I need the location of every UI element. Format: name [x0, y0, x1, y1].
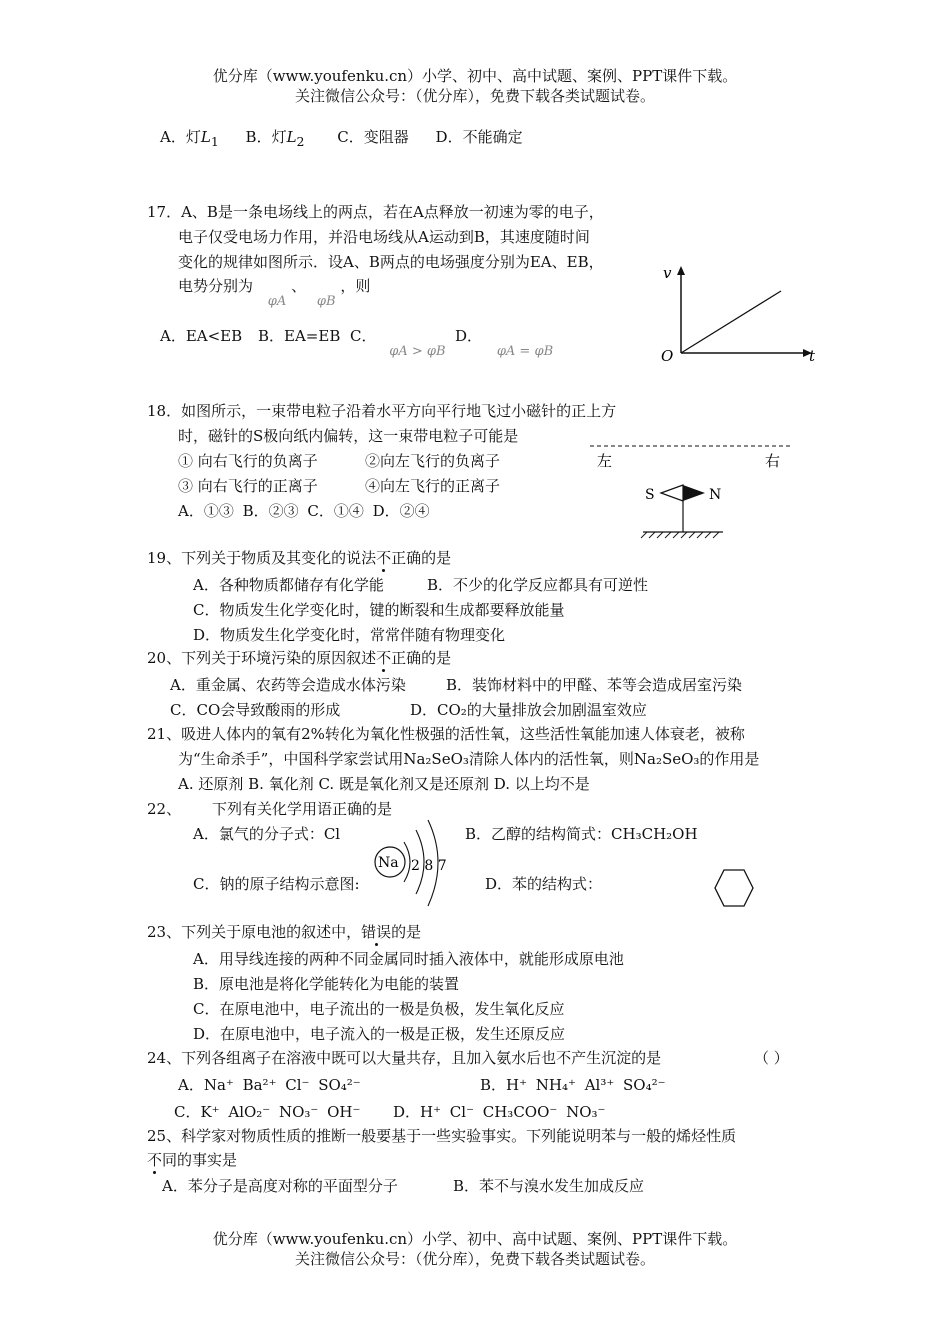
q17-option-c-expr: φA > φB — [389, 344, 446, 359]
needle-s-half — [661, 485, 683, 501]
footer-line-1: 优分库（www.youfenku.cn）小学、初中、高中试题、案例、PPT课件下载。 — [212, 1230, 738, 1248]
header-line-1: 优分库（www.youfenku.cn）小学、初中、高中试题、案例、PPT课件下载。 — [212, 67, 738, 85]
sodium-atom-diagram — [370, 816, 450, 911]
q24-answer-paren: （ ） — [754, 1049, 789, 1067]
hexagon-ring — [715, 870, 753, 906]
q18-options: A．①③ B．②③ C．①④ D．②④ — [178, 502, 430, 520]
q17-vt-graph — [655, 262, 825, 367]
q21-line-1: 21、吸进人体内的氧有2%转化为氧化性极强的活性氧，这些活性氧能加速人体衰老，被称 — [147, 725, 745, 743]
q21-line-2: 为“生命杀手”，中国科学家尝试用Na₂SeO₃清除人体内的活性氧，则Na₂SeO₃的作用是 — [178, 750, 760, 768]
q22-option-b: B．乙醇的结构简式：CH₃CH₂OH — [465, 825, 698, 843]
emphasis-dot-text: 不 — [376, 549, 392, 567]
q24-option-c: C．K⁺ AlO₂⁻ NO₃⁻ OH⁻ — [174, 1103, 361, 1121]
q17-option-a: A．EA<EB — [160, 327, 243, 345]
electron-shells: 2 8 7 — [411, 858, 447, 874]
graph-x-label: t — [809, 347, 816, 365]
phi-a: φA — [267, 294, 287, 309]
graph-velocity-line — [681, 291, 781, 353]
q17-line-4: 电势分别为 φA 、 φB ，则 — [178, 277, 371, 309]
q18-magnet-figure — [585, 438, 795, 543]
q24-option-b: B．H⁺ NH₄⁺ Al³⁺ SO₄²⁻ — [480, 1076, 666, 1094]
q17-option-d: D． φA = φB — [455, 327, 554, 359]
q22-number: 22、 — [147, 800, 182, 818]
q17-line-1: 17．A、B是一条电场线上的两点，若在A点释放一初速为零的电子， — [147, 203, 604, 221]
q16-option-a: A．灯$L_1$ — [160, 128, 219, 149]
figure-left-label: 左 — [597, 452, 613, 470]
q17-line-3: 变化的规律如图所示．设A、B两点的电场强度分别为EA、EB， — [178, 253, 604, 271]
q20-stem: 20、下列关于环境污染的原因叙述不正确的是 — [147, 649, 452, 667]
q24-option-d: D．H⁺ Cl⁻ CH₃COO⁻ NO₃⁻ — [393, 1103, 606, 1121]
q16-option-d: D．不能确定 — [435, 128, 523, 146]
q20-option-d: D．CO₂的大量排放会加剧温室效应 — [410, 701, 647, 719]
q22-option-c: C．钠的原子结构示意图: — [193, 875, 360, 893]
header-line-2: 关注微信公众号：（优分库），免费下载各类试题试卷。 — [294, 87, 655, 105]
needle-n-half — [683, 485, 705, 501]
q17-line-2: 电子仅受电场力作用，并沿电场线从A运动到B，其速度随时间 — [178, 228, 590, 246]
figure-right-label: 右 — [765, 452, 781, 470]
q23-option-d: D．在原电池中，电子流入的一极是正极，发生还原反应 — [193, 1025, 566, 1043]
q23-option-b: B．原电池是将化学能转化为电能的装置 — [193, 975, 460, 993]
q25-line-1: 25、科学家对物质性质的推断一般要基于一些实验事实。下列能说明苯与一般的烯烃性质 — [147, 1127, 737, 1145]
phi-b: φB — [316, 294, 336, 309]
base-hatching — [641, 532, 719, 538]
q20-option-a: A．重金属、农药等会造成水体污染 — [170, 676, 406, 694]
q25-line-2: 不同的事实是 — [147, 1151, 238, 1169]
q19-option-b: B．不少的化学反应都具有可逆性 — [427, 576, 649, 594]
q23-stem: 23、下列关于原电池的叙述中，错误的是 — [147, 923, 422, 941]
q16-option-b: B．灯$L_2$ — [245, 128, 305, 149]
nucleus-symbol: Na — [378, 855, 399, 871]
q22-option-d: D．苯的结构式： — [485, 875, 603, 893]
needle-n-label: N — [709, 487, 722, 503]
q18-item-3: ③ 向右飞行的正离子 — [178, 477, 318, 495]
emphasis-dot-text: 不 — [376, 649, 392, 667]
emphasis-dot-text: 错误 — [361, 923, 392, 941]
q19-option-a: A．各种物质都储存有化学能 — [193, 576, 384, 594]
emphasis-dot-text: 不 — [147, 1151, 163, 1169]
q22-option-a: A．氯气的分子式：Cl — [193, 825, 341, 843]
q17-option-b: B．EA=EB — [258, 327, 341, 345]
q25-option-b: B．苯不与溴水发生加成反应 — [453, 1177, 645, 1195]
benzene-hexagon — [713, 866, 755, 912]
q24-stem: 24、下列各组离子在溶液中既可以大量共存，且加入氨水后也不产生沉淀的是 — [147, 1049, 662, 1067]
q19-option-c: C．物质发生化学变化时，键的断裂和生成都要释放能量 — [193, 601, 565, 619]
q18-line-2: 时，磁针的S极向纸内偏转，这一束带电粒子可能是 — [178, 427, 519, 445]
q17-option-c: C． φA > φB — [350, 327, 446, 359]
graph-origin-label: O — [661, 347, 674, 365]
q18-item-4: ④向左飞行的正离子 — [365, 477, 501, 495]
q20-option-c: C．CO会导致酸雨的形成 — [170, 701, 341, 719]
q25-option-a: A．苯分子是高度对称的平面型分子 — [162, 1177, 398, 1195]
q18-item-2: ②向左飞行的负离子 — [365, 452, 501, 470]
q23-option-a: A．用导线连接的两种不同金属同时插入液体中，就能形成原电池 — [193, 950, 624, 968]
needle-s-label: S — [645, 487, 655, 503]
q19-stem: 19、下列关于物质及其变化的说法不正确的是 — [147, 549, 452, 567]
q24-option-a: A．Na⁺ Ba²⁺ Cl⁻ SO₄²⁻ — [178, 1076, 361, 1094]
graph-y-arrow — [677, 266, 685, 275]
footer-line-2: 关注微信公众号：（优分库），免费下载各类试题试卷。 — [294, 1250, 655, 1268]
q18-item-1: ① 向右飞行的负离子 — [178, 452, 318, 470]
graph-y-label: v — [663, 264, 672, 282]
q18-line-1: 18．如图所示，一束带电粒子沿着水平方向平行地飞过小磁针的正上方 — [147, 402, 617, 420]
q16-options — [160, 127, 523, 152]
q17-option-d-expr: φA = φB — [496, 344, 554, 359]
q16-option-c: C．变阻器 — [337, 128, 409, 146]
q22-stem: 下列有关化学用语正确的是 — [212, 800, 393, 818]
q23-option-c: C．在原电池中，电子流出的一极是负极，发生氧化反应 — [193, 1000, 565, 1018]
q19-option-d: D．物质发生化学变化时，常常伴随有物理变化 — [193, 626, 506, 644]
q21-options: A. 还原剂 B. 氧化剂 C. 既是氧化剂又是还原剂 D. 以上均不是 — [178, 775, 590, 793]
q20-option-b: B．装饰材料中的甲醛、苯等会造成居室污染 — [446, 676, 743, 694]
